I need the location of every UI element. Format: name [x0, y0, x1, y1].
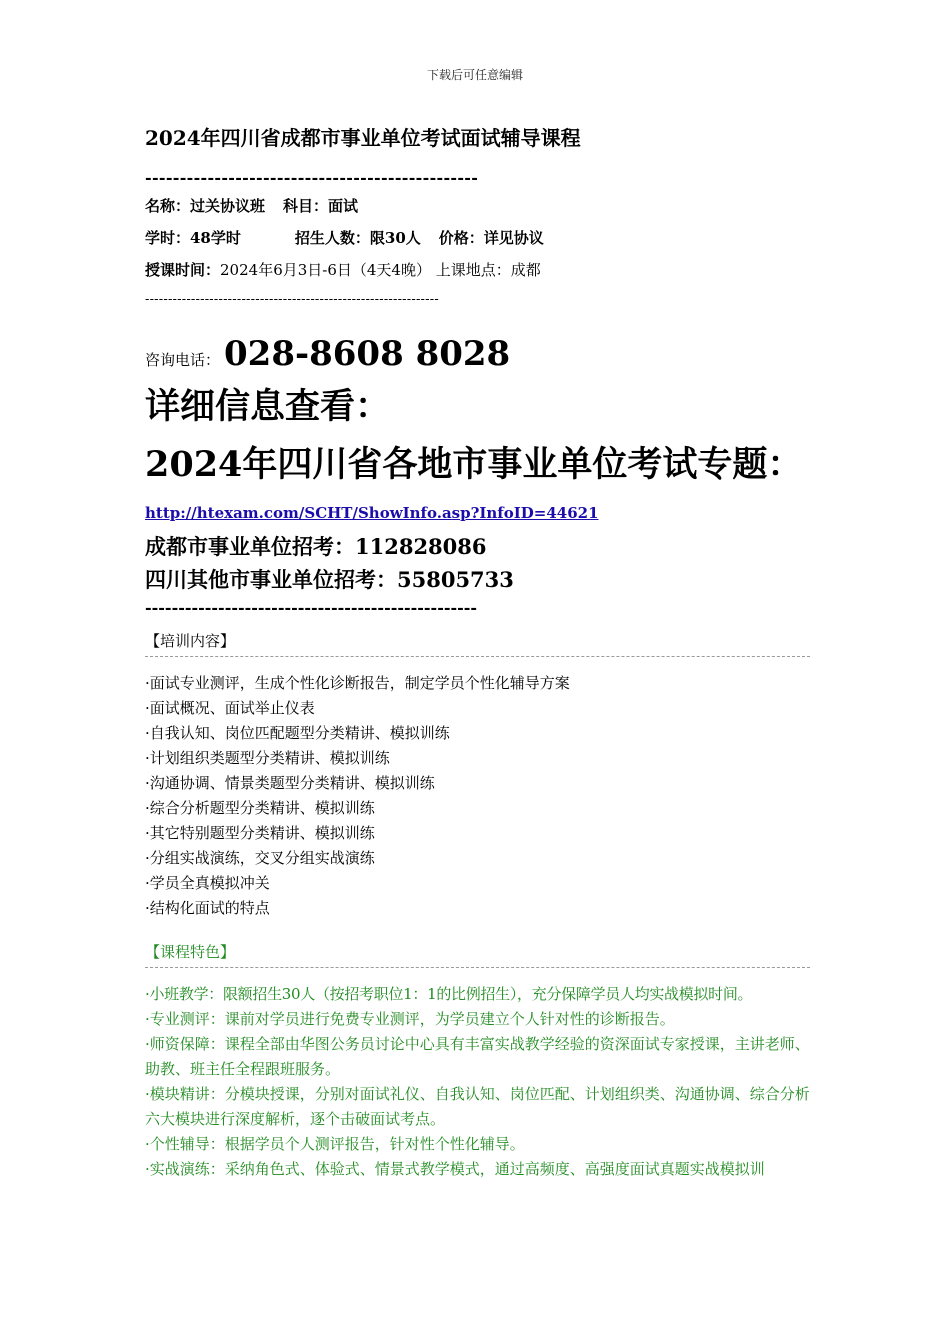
course-info-row-2: [145, 222, 815, 254]
list-item: ·个性辅导：根据学员个人测评报告，针对性个性化辅导。: [145, 1135, 525, 1153]
list-item: ·师资保障：课程全部由华图公务员讨论中心具有丰富实战教学经验的资深面试专家授课，主讲老师、助教、班主任全程跟班服务。: [145, 1035, 810, 1078]
detail-heading: 详细信息查看：: [145, 386, 391, 427]
list-item: ·模块精讲：分模块授课，分别对面试礼仪、自我认知、岗位匹配、计划组织类、沟通协调、综合分析六大模块进行深度解析，逐个击破面试考点。: [145, 1085, 810, 1128]
list-item: ·其它特别题型分类精讲、模拟训练: [145, 824, 375, 842]
training-separator: [145, 656, 810, 657]
list-item: ·计划组织类题型分类精讲、模拟训练: [145, 749, 390, 767]
list-item: ·沟通协调、情景类题型分类精讲、模拟训练: [145, 774, 435, 792]
course-price: 价格：详见协议: [438, 229, 544, 247]
list-item: ·学员全真模拟冲关: [145, 874, 270, 892]
list-item: ·专业测评：课前对学员进行免费专业测评，为学员建立个人针对性的诊断报告。: [145, 1010, 675, 1028]
divider-bold: ------------------------------------------------: [145, 168, 479, 187]
list-item: ·面试专业测评，生成个性化诊断报告，制定学员个性化辅导方案: [145, 674, 570, 692]
training-list: [145, 671, 815, 921]
list-item: ·面试概况、面试举止仪表: [145, 699, 315, 717]
course-name: 名称：过关协议班: [145, 197, 266, 215]
features-title: 【课程特色】: [145, 943, 236, 961]
divider-bold-2: --------------------------------------------------: [145, 598, 478, 617]
group-chengdu: 成都市事业单位招考：112828086: [145, 534, 487, 559]
list-item: ·自我认知、岗位匹配题型分类精讲、模拟训练: [145, 724, 450, 742]
features-separator: [145, 967, 810, 968]
list-item: ·结构化面试的特点: [145, 899, 270, 917]
group-sichuan: 四川其他市事业单位招考：55805733: [145, 567, 514, 592]
course-info-row-3: [145, 254, 815, 286]
contact-phone: 028-8608 8028: [224, 334, 511, 374]
topic-heading: 2024年四川省各地市事业单位考试专题：: [145, 444, 803, 485]
course-time-value: 2024年6月3日-6日（4天4晚） 上课地点：成都: [220, 261, 541, 279]
header-note: 下载后可任意编辑: [426, 68, 523, 82]
list-item: ·小班教学：限额招生30人（按招考职位1：1的比例招生），充分保障学员人均实战模拟时间。: [145, 985, 753, 1003]
document-body: [145, 120, 815, 1182]
divider-thin: ----------------------------------------------------------------: [145, 292, 439, 307]
list-item: ·分组实战演练，交叉分组实战演练: [145, 849, 375, 867]
features-list: [145, 982, 815, 1182]
course-subject: 科目：面试: [283, 197, 359, 215]
contact-label: 咨询电话：: [145, 351, 221, 369]
page-title: 2024年四川省成都市事业单位考试面试辅导课程: [145, 126, 581, 150]
list-item: ·实战演练：采纳角色式、体验式、情景式教学模式，通过高频度、高强度面试真题实战模拟训: [145, 1160, 765, 1178]
course-time-label: 授课时间：: [145, 261, 221, 279]
course-enrollment: 招生人数：限30人: [294, 229, 421, 247]
training-title: 【培训内容】: [145, 632, 236, 650]
course-info-row-1: [145, 190, 815, 222]
topic-link[interactable]: http://htexam.com/SCHT/ShowInfo.asp?InfoID=44621: [145, 504, 599, 522]
course-hours: 学时：48学时: [145, 229, 241, 247]
contact-row: [145, 330, 815, 378]
list-item: ·综合分析题型分类精讲、模拟训练: [145, 799, 375, 817]
